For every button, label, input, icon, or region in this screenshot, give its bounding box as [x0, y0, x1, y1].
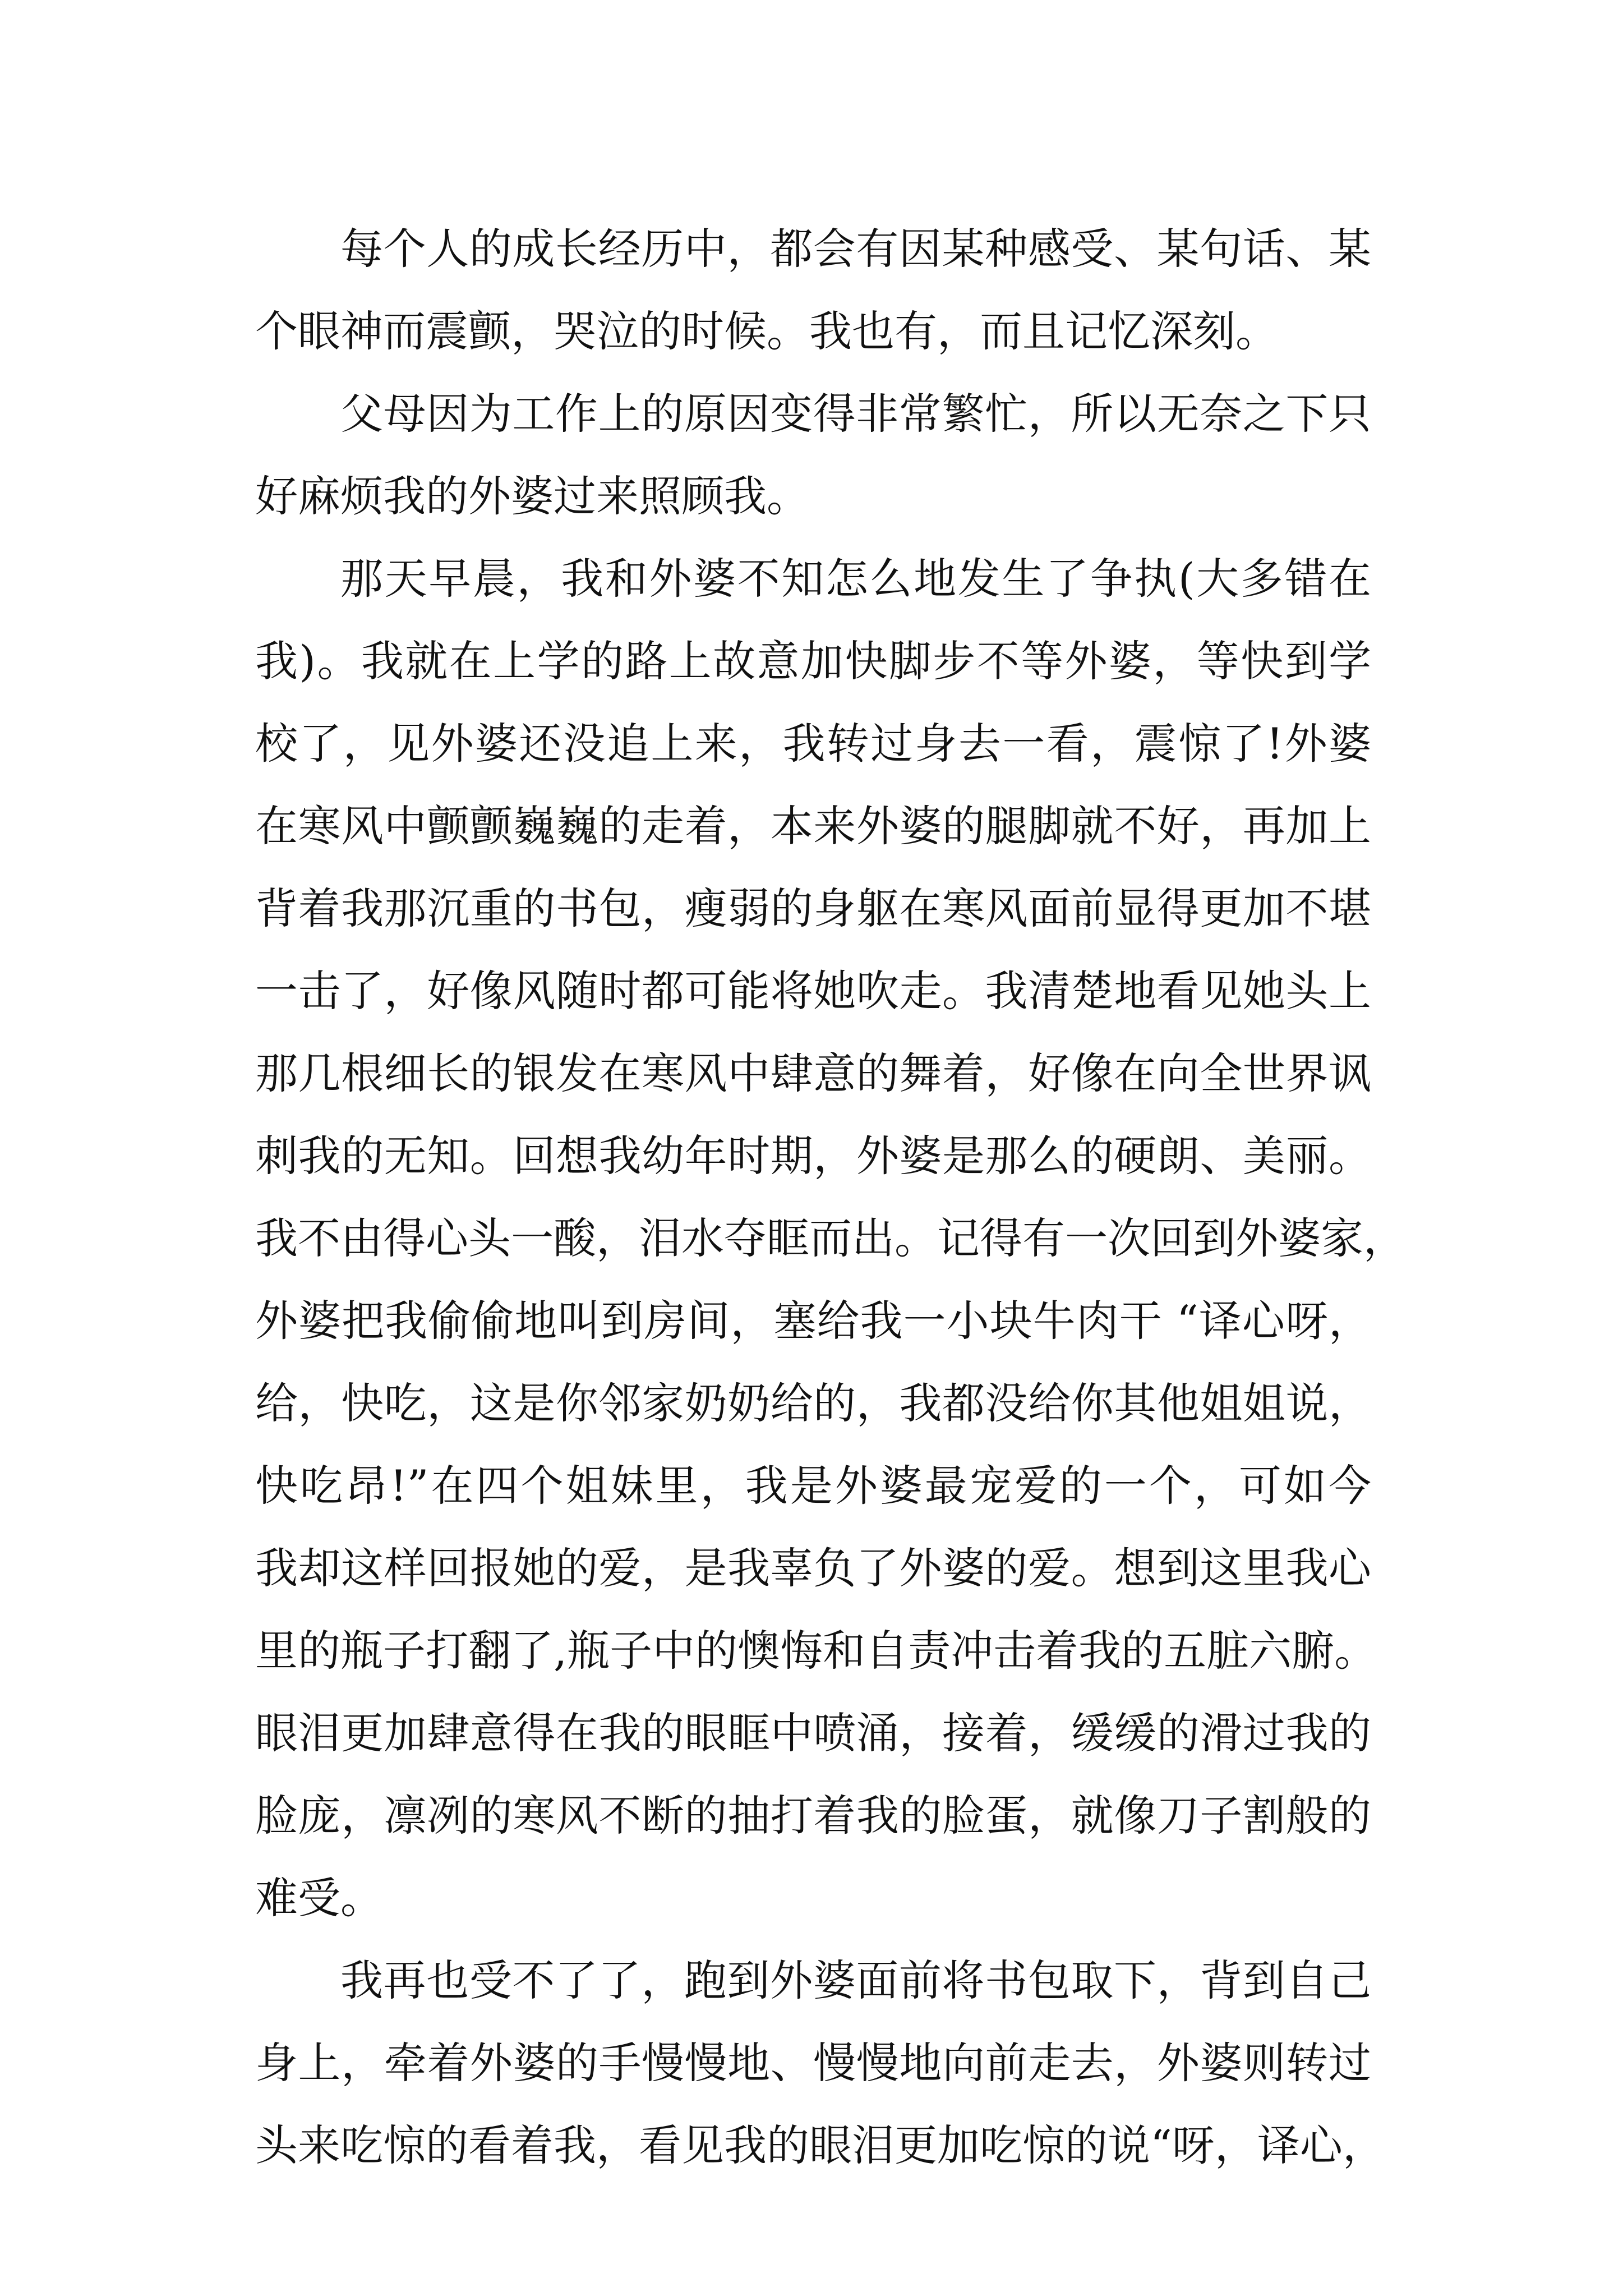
paragraph-3-line-13: 我却这样回报她的爱，是我辜负了外婆的爱。想到这里我心 [255, 1543, 1371, 1593]
paragraph-3-line-4: 在寒风中颤颤巍巍的走着，本来外婆的腿脚就不好，再加上 [255, 801, 1371, 851]
paragraph-4-line-1: 我再也受不了了，跑到外婆面前将书包取下，背到自己 [340, 1955, 1371, 2005]
paragraph-3-line-11: 给，快吃，这是你邻家奶奶给的，我都没给你其他姐姐说， [255, 1378, 1371, 1428]
paragraph-3-line-6: 一击了，好像风随时都可能将她吹走。我清楚地看见她头上 [255, 966, 1371, 1016]
paragraph-3-line-12: 快吃昂!”在四个姐妹里，我是外婆最宠爱的一个，可如今 [255, 1461, 1371, 1511]
paragraph-3-line-9: 我不由得心头一酸，泪水夺眶而出。记得有一次回到外婆家， [255, 1213, 1406, 1263]
paragraph-3-line-14: 里的瓶子打翻了,瓶子中的懊悔和自责冲击着我的五脏六腑。 [255, 1626, 1377, 1676]
paragraph-3-line-10: 外婆把我偷偷地叫到房间，塞给我一小块牛肉干 “译心呀， [255, 1296, 1371, 1346]
paragraph-3-line-5: 背着我那沉重的书包，瘦弱的身躯在寒风面前显得更加不堪 [255, 884, 1371, 933]
paragraph-3-line-1: 那天早晨，我和外婆不知怎么地发生了争执(大多错在 [340, 554, 1371, 604]
paragraph-3-line-7: 那几根细长的银发在寒风中肆意的舞着，好像在向全世界讽 [255, 1048, 1371, 1098]
paragraph-3-line-8: 刺我的无知。回想我幼年时期，外婆是那么的硬朗、美丽。 [255, 1131, 1371, 1181]
paragraph-2-line-2: 好麻烦我的外婆过来照顾我。 [255, 471, 809, 521]
paragraph-3-line-3: 校了，见外婆还没追上来，我转过身去一看，震惊了!外婆 [255, 719, 1371, 769]
paragraph-3-line-15: 眼泪更加肆意得在我的眼眶中喷涌，接着，缓缓的滑过我的 [255, 1708, 1371, 1758]
paragraph-1-line-1: 每个人的成长经历中，都会有因某种感受、某句话、某 [340, 224, 1371, 274]
paragraph-1-line-2: 个眼神而震颤，哭泣的时候。我也有，而且记忆深刻。 [255, 306, 1278, 356]
paragraph-4-line-2: 身上，牵着外婆的手慢慢地、慢慢地向前走去，外婆则转过 [255, 2038, 1371, 2088]
paragraph-3-line-2: 我)。我就在上学的路上故意加快脚步不等外婆，等快到学 [255, 636, 1371, 686]
paragraph-3-line-17: 难受。 [255, 1873, 383, 1923]
paragraph-3-line-16: 脸庞，凛冽的寒风不断的抽打着我的脸蛋，就像刀子割般的 [255, 1791, 1371, 1841]
essay-body [255, 208, 1406, 2187]
paragraph-4-line-3: 头来吃惊的看着我，看见我的眼泪更加吃惊的说“呀，译心， [255, 2120, 1385, 2170]
paragraph-2-line-1: 父母因为工作上的原因变得非常繁忙，所以无奈之下只 [340, 389, 1371, 439]
